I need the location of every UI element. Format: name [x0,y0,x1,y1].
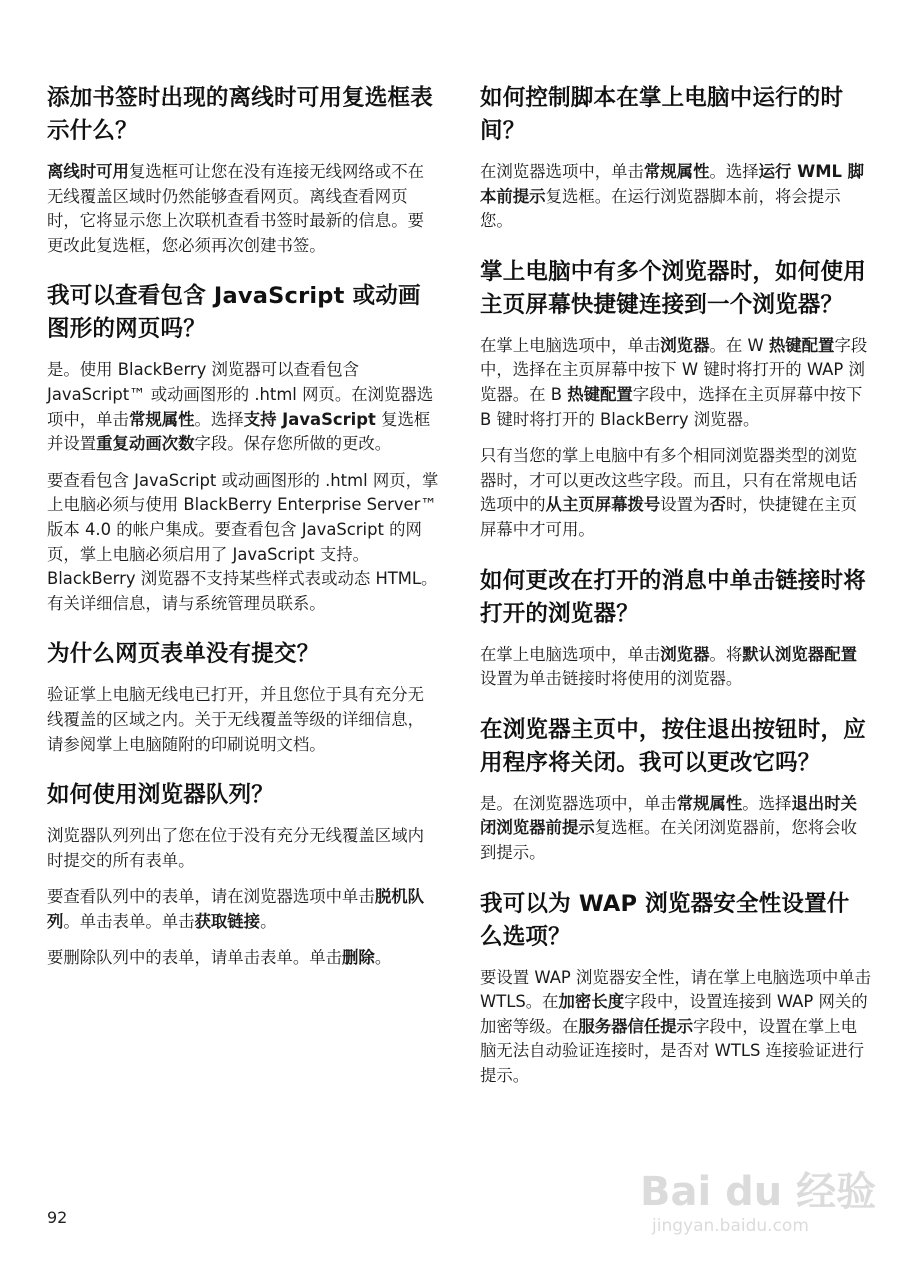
text-run: 字段。保存您所做的更改。 [194,434,392,454]
text-run: 复选框。在关闭浏览器前，您将会收到提示。 [480,818,857,862]
text-run: 。选择 [194,409,244,429]
faq-answer-paragraph [480,966,872,1089]
text-run: 复选框可让您在没有连接无线网络或不在无线覆盖区域时仍然能够查看网页。离线查看网页时，它将显示您上次联机查看书签时最新的信息。要更改此复选框，您必须再次创建书签。 [47,162,424,255]
faq-section [47,779,439,971]
bold-term: 默认浏览器配置 [742,644,857,664]
left-column [47,82,439,993]
faq-answer-paragraph [47,469,439,617]
text-run: 。在 W [709,335,769,355]
text-run: 设置为 [660,495,710,515]
page-number: 92 [47,1208,68,1227]
bold-term: 否 [709,495,726,515]
text-run: 复选框并设置 [47,409,431,454]
faq-section [47,82,439,258]
text-run: 要查看包含 JavaScript 或动画图形的 .html 网页，掌上电脑必须与使用 BlackBerry Enterprise Server™ 版本 4.0 的帐户集成。要查看包含 JavaScript 的网页，掌上电脑必须启用了 JavaScript 支持。 BlackBerry 浏览器不支持某些样式表或动态 HTML。有关详细信息，请与系统管理员联系。 [47,470,439,613]
faq-answer-paragraph [480,444,872,542]
right-column [480,82,872,1110]
bold-term: 离线时可用 [47,162,129,181]
bold-term: 退出时关闭浏览器前提示 [480,793,857,838]
faq-answer-paragraph [480,792,872,866]
bold-term: 从主页屏幕拨号 [545,495,661,515]
faq-question: 我可以查看包含 JavaScript 或动画图形的网页吗？ [47,283,421,343]
watermark-url: jingyan.baidu.com [652,1216,809,1236]
faq-section [480,82,872,234]
text-run: 。单击表单。单击 [63,911,195,931]
watermark-logo: Bai du 经验 [640,1169,877,1215]
faq-answer-paragraph [47,946,439,971]
bold-term: 浏览器 [660,644,710,664]
faq-answer-paragraph [480,643,872,692]
faq-answer-paragraph [480,160,872,234]
text-run: 复选框。在运行浏览器脚本前，将会提示您。 [480,186,841,231]
bold-term: 支持 JavaScript [243,409,376,429]
faq-section [480,565,872,692]
bold-term: 常规属性 [643,162,710,181]
faq-section [480,256,872,543]
faq-section [480,888,872,1089]
text-run: 要查看队列中的表单，请在浏览器选项中单击 [47,887,375,907]
bold-term: 重复动画次数 [96,434,195,454]
faq-answer-paragraph [47,885,439,934]
text-run: 浏览器队列列出了您在位于没有充分无线覆盖区域内时提交的所有表单。 [47,826,424,870]
text-run: 验证掌上电脑无线电已打开，并且您位于具有充分无线覆盖的区域之内。关于无线覆盖等级的详细信息，请参阅掌上电脑随附的印刷说明文档。 [47,685,424,754]
text-run: 时，快捷键在主页屏幕中才可用。 [480,495,857,539]
faq-answer-paragraph [47,358,439,456]
bold-term: 常规属性 [128,409,195,429]
text-run: 要删除队列中的表单，请单击表单。单击 [47,948,343,968]
bold-term: 脱机队列 [47,887,424,931]
faq-answer-paragraph [47,160,439,258]
watermark [640,1160,890,1250]
faq-question: 如何更改在打开的消息中单击链接时将打开的浏览器？ [480,567,866,627]
faq-question: 我可以为 WAP 浏览器安全性设置什么选项？ [480,890,850,950]
bold-term: 浏览器 [660,335,710,355]
faq-answer-paragraph [47,824,439,873]
text-run: 。 [260,911,277,931]
text-run: 要设置 WAP 浏览器安全性，请在掌上电脑选项中单击 WTLS。在 [480,967,872,1012]
bold-term: 删除 [342,948,375,968]
faq-answer-paragraph [480,334,872,432]
text-run: 。选择 [742,793,792,813]
faq-question: 为什么网页表单没有提交？ [47,641,320,668]
bold-term: 服务器信任提示 [578,1016,694,1036]
bold-term: 加密长度 [558,992,625,1012]
bold-term: 常规属性 [676,793,743,813]
faq-section [47,638,439,757]
faq-answer-paragraph [47,683,439,757]
text-run: 字段中，选择在主页屏幕中按下 W 键时将打开的 WAP 浏览器。在 B [480,335,868,404]
bold-term: 热键配置 [768,335,835,355]
text-run: 字段中，设置连接到 WAP 网关的加密等级。在 [480,992,868,1036]
text-run: 只有当您的掌上电脑中有多个相同浏览器类型的浏览器时，才可以更改这些字段。而且，只有在常规电话选项中的 [480,446,857,515]
faq-question: 如何控制脚本在掌上电脑中运行的时间？ [480,85,844,144]
faq-question: 添加书签时出现的离线时可用复选框表示什么？ [47,85,433,144]
bold-term: 获取链接 [194,911,261,931]
faq-section [47,280,439,616]
text-run: 字段中，设置在掌上电脑无法自动验证连接时，是否对 WTLS 连接验证进行提示。 [480,1016,864,1085]
faq-question: 在浏览器主页中，按住退出按钮时，应用程序将关闭。我可以更改它吗？ [480,716,866,776]
bold-term: 运行 WML 脚本前提示 [480,162,865,206]
text-run: 。将 [709,644,743,664]
text-run: 设置为单击链接时将使用的浏览器。 [480,669,743,689]
faq-section [480,714,872,866]
text-run: 是。使用 BlackBerry 浏览器可以查看包含 JavaScript™ 或动画图形的 .html 网页。在浏览器选项中，单击 [47,360,434,429]
text-run: 。 [374,948,392,968]
text-run: 字段中，选择在主页屏幕中按下 B 键时将打开的 BlackBerry 浏览器。 [480,384,863,429]
faq-question: 如何使用浏览器队列？ [47,782,275,809]
text-run: 是。在浏览器选项中，单击 [480,793,677,813]
faq-question: 掌上电脑中有多个浏览器时，如何使用主页屏幕快捷键连接到一个浏览器？ [480,258,866,318]
text-run: 在浏览器选项中，单击 [480,162,644,181]
bold-term: 热键配置 [567,384,633,404]
text-run: 在掌上电脑选项中，单击 [480,335,661,355]
text-run: 在掌上电脑选项中，单击 [480,644,661,664]
text-run: 。选择 [709,162,759,181]
